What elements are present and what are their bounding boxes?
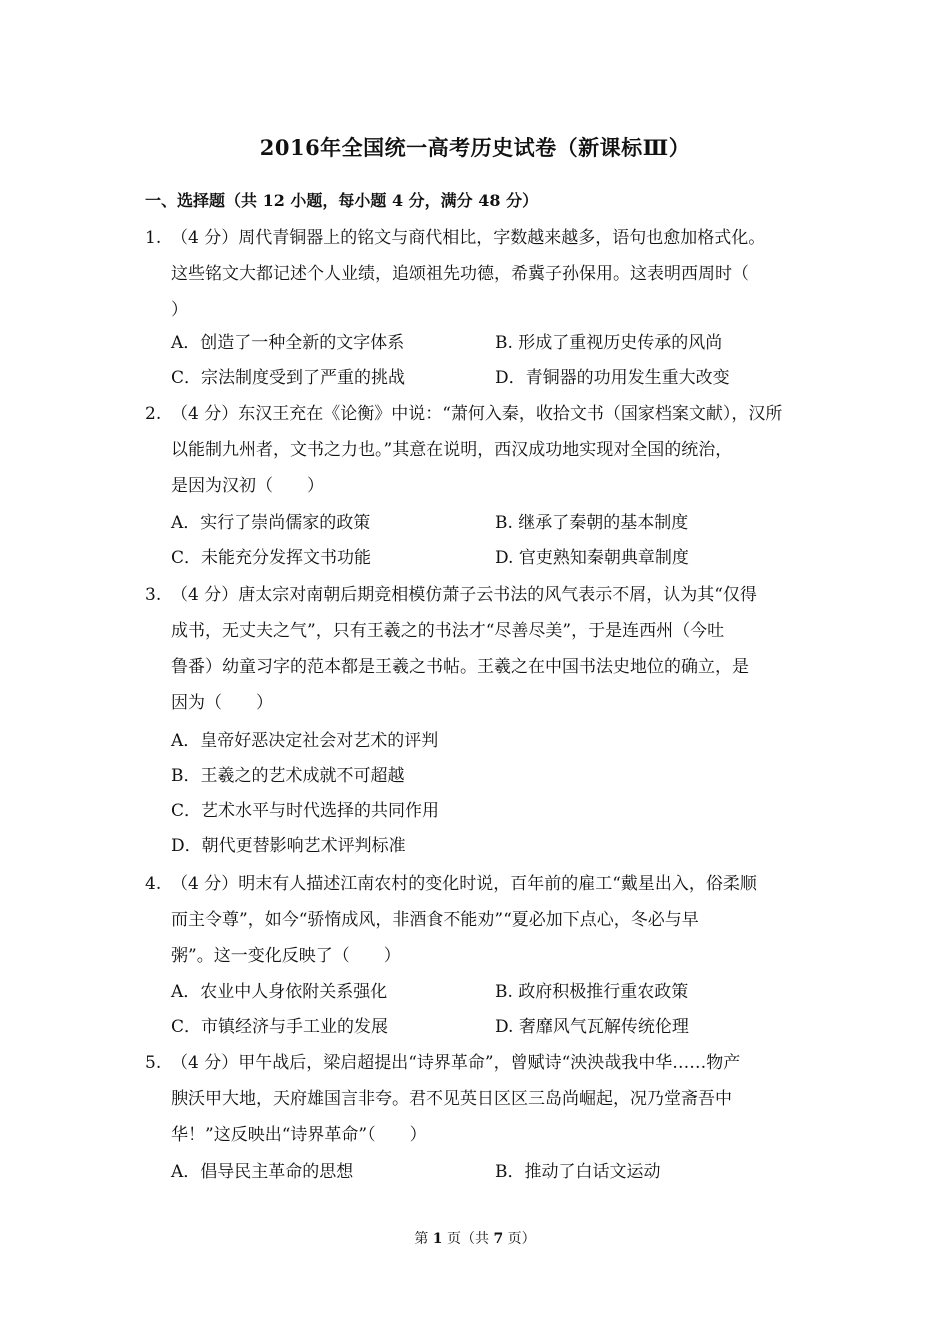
option-d: D. 奢靡风气瓦解传统伦理 — [495, 1017, 689, 1037]
option-b: B. 继承了秦朝的基本制度 — [495, 513, 689, 533]
question-stem-line: 华！”这反映出“诗界革命”（ ） — [171, 1125, 427, 1145]
question-number: 2. — [145, 404, 162, 424]
question-number: 4. — [145, 874, 162, 894]
question-4-options — [171, 975, 811, 1045]
question-stem-line: 这些铭文大都记述个人业绩，追颂祖先功德，希冀子孙保用。这表明西周时（ — [171, 264, 749, 284]
question-3 — [145, 577, 810, 721]
question-5-options — [171, 1155, 811, 1190]
option-a: A．实行了崇尚儒家的政策 — [171, 513, 371, 533]
question-stem-line: 腴沃甲大地，天府雄国言非夸。君不见英日区区三岛尚崛起，况乃堂斋吾中 — [171, 1089, 732, 1109]
question-stem-line: 而主令尊”，如今“骄惰成风，非酒食不能劝”“夏必加下点心，冬必与早 — [171, 910, 699, 930]
question-2-options — [171, 506, 811, 576]
option-b: B. 形成了重视历史传承的风尚 — [495, 333, 723, 353]
option-a: A．皇帝好恶决定社会对艺术的评判 — [171, 731, 439, 751]
question-stem-line: 鲁番）幼童习字的范本都是王羲之书帖。王羲之在中国书法史地位的确立，是 — [171, 657, 749, 677]
question-2 — [145, 396, 810, 504]
question-stem-line: 是因为汉初（ ） — [171, 476, 324, 496]
option-b: B．推动了白话文运动 — [495, 1162, 661, 1182]
option-a: A．倡导民主革命的思想 — [171, 1162, 354, 1182]
question-1 — [145, 220, 810, 328]
question-number: 1. — [145, 228, 162, 248]
question-1-options — [171, 326, 811, 396]
option-a: A．创造了一种全新的文字体系 — [171, 333, 405, 353]
footer-middle: 页（共 — [447, 1231, 489, 1247]
question-stem-line: 成书，无丈夫之气”，只有王羲之的书法才“尽善尽美”，于是连西州（今吐 — [171, 621, 725, 641]
question-stem-line: （4 分）明末有人描述江南农村的变化时说，百年前的雇工“戴星出入，俗柔顺 — [171, 874, 757, 894]
option-c: C．艺术水平与时代选择的共同作用 — [171, 801, 440, 821]
question-stem-line: （4 分）周代青铜器上的铭文与商代相比，字数越来越多，语句也愈加格式化。 — [171, 228, 766, 248]
section-heading: 一、选择题（共 12 小题，每小题 4 分，满分 48 分） — [145, 191, 539, 210]
question-number: 3. — [145, 585, 162, 605]
footer-prefix: 第 — [414, 1231, 429, 1247]
footer-suffix: 页） — [507, 1231, 536, 1247]
option-b: B. 政府积极推行重农政策 — [495, 982, 689, 1002]
question-stem-line: ） — [171, 300, 188, 320]
question-5 — [145, 1045, 810, 1153]
option-d: D．青铜器的功用发生重大改变 — [495, 368, 730, 388]
question-number: 5. — [145, 1053, 162, 1073]
option-d: D. 官吏熟知秦朝典章制度 — [495, 548, 689, 568]
question-stem-line: （4 分）甲午战后，梁启超提出“诗界革命”，曾赋诗“泱泱哉我中华……物产 — [171, 1053, 741, 1073]
option-c: C．未能充分发挥文书功能 — [171, 548, 372, 568]
question-4 — [145, 866, 810, 974]
page-footer — [0, 1228, 950, 1248]
footer-total-pages: 7 — [493, 1231, 504, 1247]
footer-page-number: 1 — [432, 1231, 443, 1247]
question-3-options — [171, 724, 811, 864]
option-b: B．王羲之的艺术成就不可超越 — [171, 766, 405, 786]
question-stem-line: 以能制九州者，文书之力也。”其意在说明，西汉成功地实现对全国的统治， — [171, 440, 733, 460]
question-stem-line: 因为（ ） — [171, 693, 273, 713]
page-title: 2016年全国统一高考历史试卷（新课标Ⅲ） — [259, 135, 691, 160]
option-a: A．农业中人身依附关系强化 — [171, 982, 388, 1002]
option-d: D．朝代更替影响艺术评判标准 — [171, 836, 406, 856]
question-stem-line: 粥”。这一变化反映了（ ） — [171, 946, 401, 966]
question-stem-line: （4 分）唐太宗对南朝后期竞相模仿萧子云书法的风气表示不屑，认为其“仅得 — [171, 585, 757, 605]
option-c: C．市镇经济与手工业的发展 — [171, 1017, 389, 1037]
option-c: C．宗法制度受到了严重的挑战 — [171, 368, 406, 388]
question-stem-line: （4 分）东汉王充在《论衡》中说：“萧何入秦，收拾文书（国家档案文献），汉所 — [171, 404, 783, 424]
